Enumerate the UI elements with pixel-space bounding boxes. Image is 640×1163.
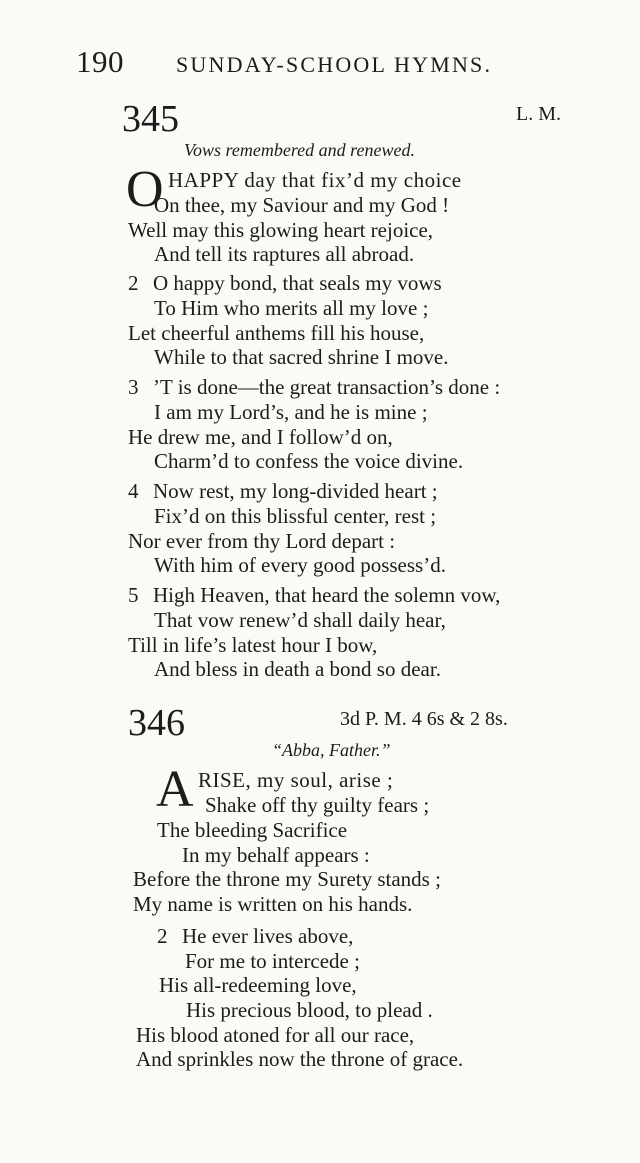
hymn-345-stanza-5-line-3: Till in life’s latest hour I bow, [128,633,378,657]
hymn-345-stanza-5-line-1: 5 High Heaven, that heard the solemn vow, [128,583,501,607]
hymn-345-stanza-4-line-4: With him of every good possess’d. [154,553,446,577]
hymn-345-stanza-2-line-3: Let cheerful anthems fill his house, [128,321,425,345]
hymn-346-stanza-2-line-2: For me to intercede ; [185,949,360,973]
hymn-345-stanza-3-line-3: He drew me, and I follow’d on, [128,425,393,449]
stanza-number: 4 [128,479,139,503]
hymn-346-subtitle: “Abba, Father.” [272,740,391,760]
hymn-346-line-1: RISE, my soul, arise ; [198,768,394,792]
stanza-number: 2 [128,271,139,295]
page-header [76,44,596,80]
hymn-345-number: 345 [122,98,179,140]
hymn-345-stanza-3-line-4: Charm’d to confess the voice divine. [154,449,464,473]
hymn-345-stanza-2-line-2: To Him who merits all my love ; [154,296,429,320]
hymn-346-stanza-2-line-6: And sprinkles now the throne of grace. [136,1047,464,1071]
hymn-346-line-3: The bleeding Sacrifice [157,818,348,842]
hymn-345-stanza-5-line-2: That vow renew’d shall daily hear, [154,608,446,632]
hymn-346-line-4: In my behalf appears : [182,843,370,867]
hymn-346-stanza-2-line-4: His precious blood, to plead . [186,998,433,1022]
hymn-346-line-5: Before the throne my Surety stands ; [133,867,441,891]
hymn-345-stanza-3-line-2: I am my Lord’s, and he is mine ; [154,400,428,424]
hymn-345-stanza-4-line-3: Nor ever from thy Lord depart : [128,529,396,553]
hymn-345-line-1: HAPPY day that fix’d my choice [168,168,462,192]
hymn-346-stanza-2-line-5: His blood atoned for all our race, [136,1023,415,1047]
hymn-345-line-4: And tell its raptures all abroad. [154,242,415,266]
hymn-346-line-2: Shake off thy guilty fears ; [205,793,430,817]
hymn-345-stanza-2-line-1: 2 O happy bond, that seals my vows [128,271,442,295]
hymn-345-subtitle: Vows remembered and renewed. [184,140,415,160]
hymn-346-meter: 3d P. M. 4 6s & 2 8s. [340,708,508,730]
stanza-number: 2 [157,924,168,948]
running-title: SUNDAY-SCHOOL HYMNS. [176,52,493,77]
hymn-345-line-2: On thee, my Saviour and my God ! [154,193,450,217]
hymn-346-stanza-2-line-3: His all-redeeming love, [159,973,357,997]
hymn-345-stanza-4-line-2: Fix’d on this blissful center, rest ; [154,504,437,528]
hymn-345-stanza-4-line-1: 4 Now rest, my long-divided heart ; [128,479,438,503]
hymn-345-dropcap: O [126,161,164,218]
hymn-345-stanza-5-line-4: And bless in death a bond so dear. [154,657,441,681]
hymn-345-meter: L. M. [516,103,561,125]
page-number: 190 [76,44,124,79]
hymn-345-line-3: Well may this glowing heart rejoice, [128,218,434,242]
stanza-number: 3 [128,375,139,399]
hymn-346-dropcap: A [156,761,194,818]
hymn-346-stanza-2-line-1: 2 He ever lives above, [157,924,354,948]
hymn-346-line-6: My name is written on his hands. [133,892,413,916]
hymn-345-stanza-2-line-4: While to that sacred shrine I move. [154,345,449,369]
stanza-number: 5 [128,583,139,607]
hymn-346-number: 346 [128,702,185,744]
hymn-345-stanza-3-line-1: 3 ’T is done—the great transaction’s done : [128,375,501,399]
